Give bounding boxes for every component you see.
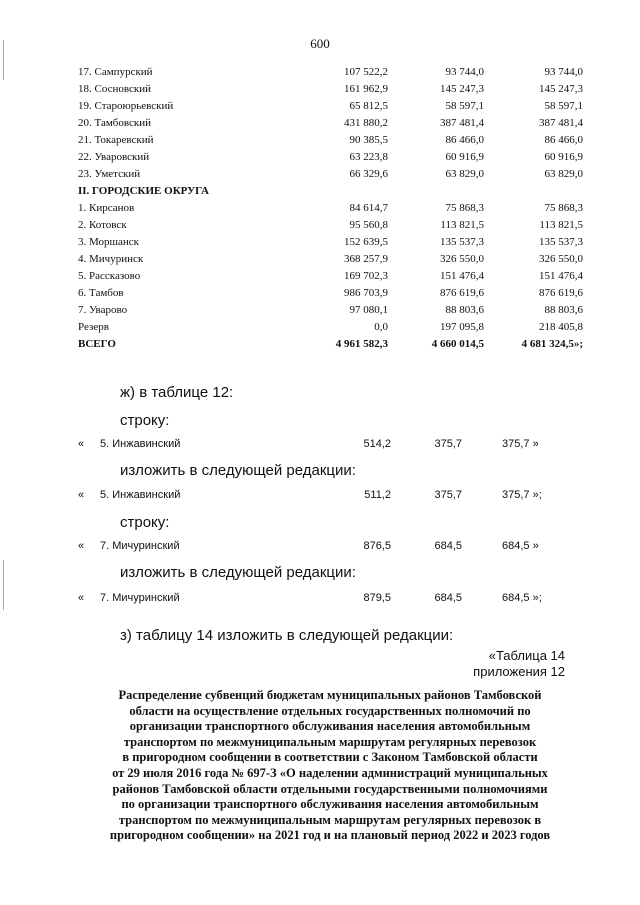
row-value-2023: 58 597,1 — [544, 100, 583, 112]
row-name: 23. Уметский — [78, 168, 141, 180]
title-line: районов Тамбовской области отдельными государственными полномочиями — [112, 781, 548, 796]
title-line: от 29 июля 2016 года № 697-З «О наделении администраций муниципальных — [112, 765, 548, 780]
row-value-2021: 986 703,9 — [344, 287, 388, 299]
table-row — [78, 302, 583, 319]
row-name: Резерв — [78, 321, 109, 333]
instruction-row-word-2: строку: — [120, 514, 170, 531]
table-row — [78, 217, 583, 234]
row-value-2022: 387 481,4 — [440, 117, 484, 129]
open-quote: « — [78, 489, 85, 501]
title-line: по организации транспортного обслуживания населения автомобильным — [121, 797, 539, 812]
row-value-2022: 876 619,6 — [440, 287, 484, 299]
row-value-2021: 161 962,9 — [344, 83, 388, 95]
row-value-2023: 326 550,0 — [539, 253, 583, 265]
table-row — [78, 64, 583, 81]
title-line: организации транспортного обслуживания населения автомобильным — [129, 719, 531, 734]
row-name: 21. Токаревский — [78, 134, 154, 146]
row-value-2021: 4 961 582,3 — [335, 338, 388, 350]
open-quote: « — [78, 438, 85, 450]
row-value-2021: 97 080,1 — [349, 304, 388, 316]
row-value-2021: 511,2 — [364, 489, 391, 501]
open-quote: « — [78, 592, 85, 604]
row-value-2023: 375,7 » — [502, 438, 539, 450]
table14-header-line1: «Таблица 14 — [488, 648, 565, 663]
row-value-2023: 151 476,4 — [539, 270, 583, 282]
title-line: области на осуществление отдельных государственных полномочий по — [129, 703, 531, 718]
page-number: 600 — [310, 36, 330, 51]
title-line: Распределение субвенций бюджетам муниципальных районов Тамбовской — [118, 688, 542, 702]
row-value-2021: 879,5 — [363, 592, 391, 604]
instruction-row-word-1: строку: — [120, 412, 170, 429]
row-value-2022: 63 829,0 — [445, 168, 484, 180]
row-value-2021: 65 812,5 — [349, 100, 388, 112]
table-row — [78, 115, 583, 132]
title-line: транспортом по межмуниципальным маршрутам регулярных перевозок в — [118, 812, 542, 827]
instruction-z: з) таблицу 14 изложить в следующей редакции: — [120, 627, 454, 644]
row-value-2023: 684,5 »; — [502, 592, 542, 604]
row-value-2023: 75 868,3 — [544, 202, 583, 214]
table12-row-old-1 — [78, 438, 578, 456]
row-name: 19. Староюрьевский — [78, 100, 174, 112]
row-value-2022: 151 476,4 — [440, 270, 484, 282]
table-row — [78, 183, 583, 200]
row-value-2022: 326 550,0 — [440, 253, 484, 265]
row-value-2021: 66 329,6 — [349, 168, 388, 180]
row-name: 5. Инжавинский — [100, 438, 181, 450]
table-row — [78, 132, 583, 149]
row-value-2022: 4 660 014,5 — [431, 338, 484, 350]
row-value-2022: 60 916,9 — [445, 151, 484, 163]
row-name: 5. Рассказово — [78, 270, 141, 282]
table-row — [78, 268, 583, 285]
row-value-2023: 684,5 » — [502, 540, 539, 552]
table-row — [78, 166, 583, 183]
row-value-2021: 431 880,2 — [344, 117, 388, 129]
instruction-edit-2: изложить в следующей редакции: — [120, 564, 356, 581]
row-value-2021: 84 614,7 — [349, 202, 388, 214]
table14-header — [473, 648, 565, 680]
row-value-2023 — [484, 183, 583, 200]
table12-row-new-1 — [78, 489, 578, 507]
row-value-2021: 95 560,8 — [349, 219, 388, 231]
row-value-2022: 88 803,6 — [445, 304, 484, 316]
row-name: 20. Тамбовский — [78, 117, 152, 129]
row-value-2021: 107 522,2 — [344, 66, 388, 78]
row-name: 7. Мичуринский — [100, 592, 180, 604]
row-name: 17. Сампурский — [78, 66, 153, 78]
row-name: 18. Сосновский — [78, 83, 152, 95]
row-value-2023: 135 537,3 — [539, 236, 583, 248]
table-row — [78, 149, 583, 166]
row-value-2021: 876,5 — [363, 540, 391, 552]
table-row — [78, 98, 583, 115]
row-value-2022: 86 466,0 — [445, 134, 484, 146]
table14-title — [80, 688, 580, 844]
margin-scan-mark — [3, 560, 4, 610]
row-name: 7. Уварово — [78, 304, 128, 316]
row-value-2023: 4 681 324,5»; — [521, 338, 583, 350]
table-row — [78, 251, 583, 268]
row-value-2022: 375,7 — [434, 438, 462, 450]
row-value-2022: 375,7 — [434, 489, 462, 501]
row-value-2022: 58 597,1 — [445, 100, 484, 112]
row-value-2022: 113 821,5 — [440, 219, 484, 231]
row-value-2023: 145 247,3 — [539, 83, 583, 95]
row-name: 4. Мичуринск — [78, 253, 144, 265]
row-value-2023: 60 916,9 — [544, 151, 583, 163]
subsidy-table — [78, 64, 583, 353]
title-line: в пригородном сообщении в соответствии с Законом Тамбовской области — [122, 750, 538, 765]
instruction-edit-1: изложить в следующей редакции: — [120, 462, 356, 479]
instruction-zh: ж) в таблице 12: — [120, 384, 234, 401]
table-row — [78, 336, 583, 353]
row-value-2022: 75 868,3 — [445, 202, 484, 214]
row-value-2021: 0,0 — [374, 321, 388, 333]
row-name: II. ГОРОДСКИЕ ОКРУГА — [78, 185, 209, 197]
table12-row-old-2 — [78, 540, 578, 558]
table-row — [78, 234, 583, 251]
row-value-2022: 197 095,8 — [440, 321, 484, 333]
row-value-2021: 169 702,3 — [344, 270, 388, 282]
row-value-2023: 113 821,5 — [539, 219, 583, 231]
row-name: 1. Кирсанов — [78, 202, 135, 214]
table-row — [78, 81, 583, 98]
row-value-2023: 218 405,8 — [539, 321, 583, 333]
row-value-2021: 63 223,8 — [349, 151, 388, 163]
row-name: 2. Котовск — [78, 219, 127, 231]
row-name: 5. Инжавинский — [100, 489, 181, 501]
table-row — [78, 285, 583, 302]
table14-header-line2: приложения 12 — [473, 664, 565, 679]
row-name: 6. Тамбов — [78, 287, 124, 299]
row-value-2021: 514,2 — [363, 438, 391, 450]
row-value-2021: 90 385,5 — [349, 134, 388, 146]
row-value-2023: 93 744,0 — [544, 66, 583, 78]
open-quote: « — [78, 540, 85, 552]
row-value-2022: 145 247,3 — [440, 83, 484, 95]
row-value-2021: 368 257,9 — [344, 253, 388, 265]
table-row — [78, 200, 583, 217]
row-value-2021: 152 639,5 — [344, 236, 388, 248]
row-value-2022 — [388, 183, 484, 200]
row-value-2023: 876 619,6 — [539, 287, 583, 299]
row-value-2023: 86 466,0 — [544, 134, 583, 146]
title-line: транспортом по межмуниципальным маршрутам регулярных перевозок — [123, 734, 537, 749]
row-name: 7. Мичуринский — [100, 540, 180, 552]
row-name: ВСЕГО — [78, 338, 116, 350]
row-value-2023: 387 481,4 — [539, 117, 583, 129]
row-name: 22. Уваровский — [78, 151, 150, 163]
row-value-2023: 63 829,0 — [544, 168, 583, 180]
table-row — [78, 319, 583, 336]
row-value-2022: 684,5 — [434, 592, 462, 604]
row-value-2023: 88 803,6 — [544, 304, 583, 316]
row-value-2022: 93 744,0 — [445, 66, 484, 78]
row-name: 3. Моршанск — [78, 236, 139, 248]
row-value-2021 — [328, 183, 388, 200]
title-line: пригородном сообщении» на 2021 год и на плановый период 2022 и 2023 годов — [109, 828, 551, 843]
row-value-2022: 135 537,3 — [440, 236, 484, 248]
table12-row-new-2 — [78, 592, 578, 610]
row-value-2023: 375,7 »; — [502, 489, 542, 501]
row-value-2022: 684,5 — [434, 540, 462, 552]
